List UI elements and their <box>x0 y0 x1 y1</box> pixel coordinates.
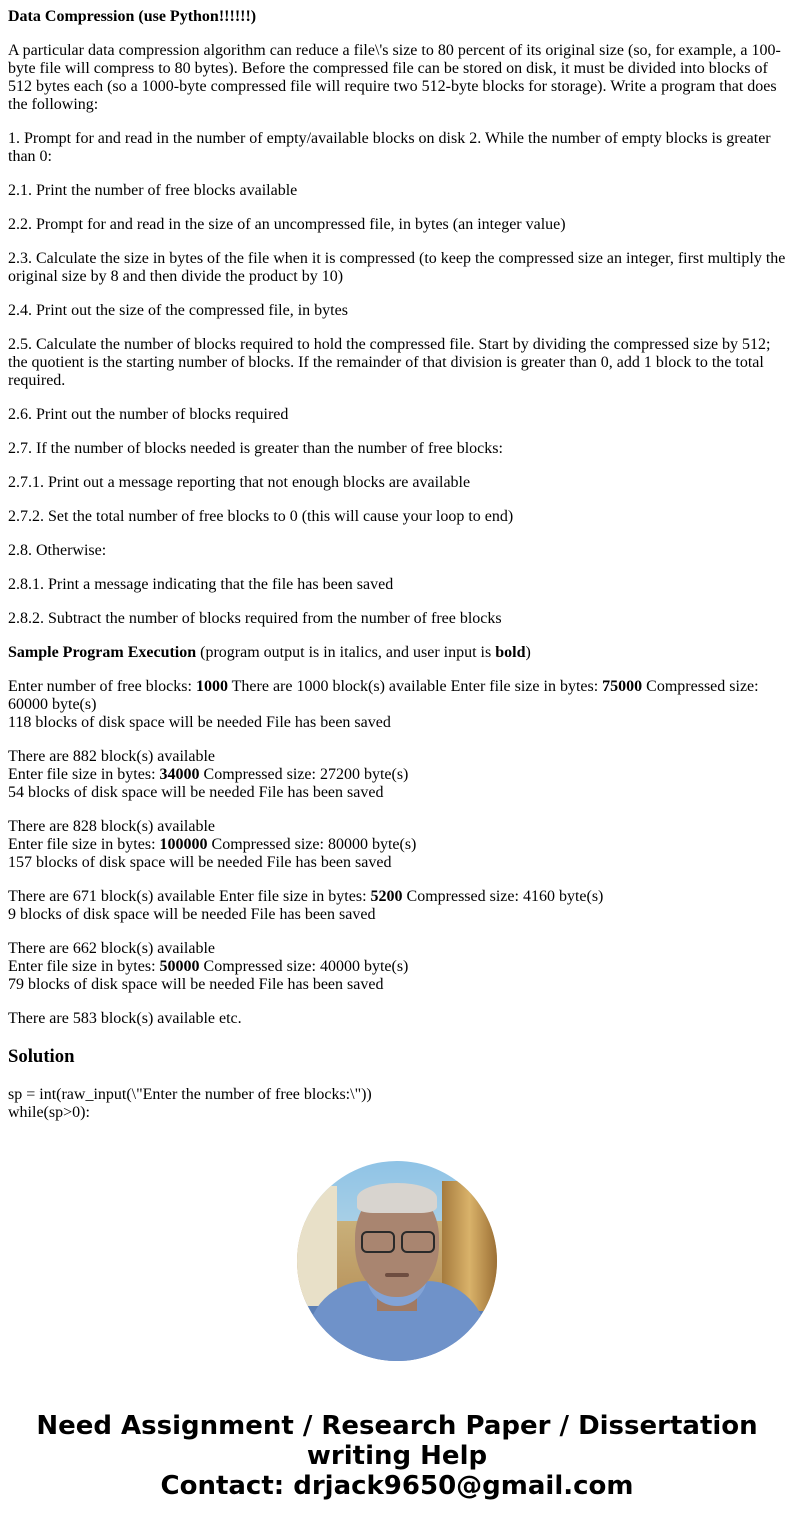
promo-banner <box>0 1411 794 1501</box>
author-avatar <box>297 1161 497 1361</box>
sample-block-5 <box>8 940 786 994</box>
document-body <box>0 8 794 1122</box>
step-2-7-1: 2.7.1. Print out a message reporting that not enough blocks are available <box>8 474 471 491</box>
solution-code <box>8 1086 786 1122</box>
sample-text: Compressed size: 40000 byte(s) <box>199 958 409 975</box>
promo-line-1: Need Assignment / Research Paper / Dissertation <box>36 1411 758 1441</box>
step-2-4: 2.4. Print out the size of the compressed file, in bytes <box>8 302 348 319</box>
sample-text: There are 662 block(s) available <box>8 940 216 957</box>
sample-text: Compressed size: 4160 byte(s) <box>402 888 604 905</box>
sample-block-1 <box>8 678 786 732</box>
step-2-8: 2.8. Otherwise: <box>8 542 107 559</box>
step-2-6: 2.6. Print out the number of blocks required <box>8 406 289 423</box>
sample-input: 75000 <box>602 678 643 695</box>
footer <box>0 1161 794 1501</box>
step-2-8-2: 2.8.2. Subtract the number of blocks required from the number of free blocks <box>8 610 502 627</box>
sample-block-3 <box>8 818 786 872</box>
sample-text: Compressed size: 27200 byte(s) <box>199 766 409 783</box>
sample-input: 50000 <box>159 958 200 975</box>
sample-heading: Sample Program Execution <box>8 644 197 661</box>
step-2-2: 2.2. Prompt for and read in the size of an uncompressed file, in bytes (an integer value) <box>8 216 566 233</box>
step-2-8-1: 2.8.1. Print a message indicating that the file has been saved <box>8 576 394 593</box>
sample-block-4 <box>8 888 786 924</box>
step-2-1: 2.1. Print the number of free blocks available <box>8 182 298 199</box>
avatar-glasses-lens-right <box>401 1231 435 1253</box>
step-2-5: 2.5. Calculate the number of blocks required to hold the compressed file. Start by dividing the compressed size by 512; the quotient is the starting number of blocks. If the remainder of that division is greater than 0, add 1 block to the total required. <box>8 336 771 389</box>
sample-text: Enter file size in bytes: <box>8 836 160 853</box>
sample-text: 54 blocks of disk space will be needed File has been saved <box>8 784 384 801</box>
step-2-7: 2.7. If the number of blocks needed is greater than the number of free blocks: <box>8 440 503 457</box>
promo-line-2: writing Help <box>306 1441 488 1471</box>
avatar-hair <box>357 1183 437 1213</box>
sample-text: 79 blocks of disk space will be needed File has been saved <box>8 976 384 993</box>
step-1: 1. Prompt for and read in the number of empty/available blocks on disk 2. While the number of empty blocks is greater than 0: <box>8 130 771 165</box>
sample-text: Enter file size in bytes: <box>8 766 160 783</box>
solution-code-line: while(sp>0): <box>8 1104 90 1121</box>
sample-block-2 <box>8 748 786 802</box>
sample-text: Compressed size: 80000 byte(s) <box>207 836 417 853</box>
solution-heading: Solution <box>8 1046 75 1067</box>
avatar-glasses-lens-left <box>361 1231 395 1253</box>
question-title-paragraph <box>8 8 786 26</box>
step-2-3: 2.3. Calculate the size in bytes of the file when it is compressed (to keep the compressed size an integer, first multiply the original size by 8 and then divide the product by 10) <box>8 250 786 285</box>
sample-note-bold: bold <box>495 644 526 661</box>
sample-text: 9 blocks of disk space will be needed File has been saved <box>8 906 376 923</box>
avatar-mouth <box>385 1273 409 1277</box>
sample-heading-paragraph <box>8 644 786 662</box>
sample-input: 100000 <box>159 836 208 853</box>
sample-text: There are 882 block(s) available <box>8 748 216 765</box>
intro-paragraph: A particular data compression algorithm can reduce a file\'s size to 80 percent of its original size (so, for example, a 100-byte file will compress to 80 bytes). Before the compressed file can be stored on disk, it must be divided into blocks of 512 bytes each (so a 1000-byte compressed file will require two 512-byte blocks for storage). Write a program that does the following: <box>8 42 781 113</box>
sample-note-a: (program output is in italics, and user input is <box>196 644 496 661</box>
sample-input: 1000 <box>195 678 228 695</box>
step-2-7-2: 2.7.2. Set the total number of free blocks to 0 (this will cause your loop to end) <box>8 508 514 525</box>
sample-text: There are 671 block(s) available Enter file size in bytes: <box>8 888 371 905</box>
sample-text: 118 blocks of disk space will be needed File has been saved <box>8 714 391 731</box>
promo-contact: Contact: drjack9650@gmail.com <box>160 1471 634 1501</box>
question-title: Data Compression (use Python!!!!!!) <box>8 8 257 25</box>
sample-input: 34000 <box>159 766 200 783</box>
sample-text: There are 828 block(s) available <box>8 818 216 835</box>
sample-text: Enter number of free blocks: <box>8 678 196 695</box>
sample-text: 157 blocks of disk space will be needed File has been saved <box>8 854 392 871</box>
sample-text: There are 1000 block(s) available Enter file size in bytes: <box>227 678 603 695</box>
sample-text: Enter file size in bytes: <box>8 958 160 975</box>
sample-input: 5200 <box>370 888 403 905</box>
sample-text: Compressed size: 60000 byte(s) <box>8 678 759 713</box>
sample-block-6: There are 583 block(s) available etc. <box>8 1010 242 1027</box>
avatar-background-wall <box>297 1186 337 1306</box>
sample-note-b: ) <box>525 644 531 661</box>
solution-code-line: sp = int(raw_input(\"Enter the number of free blocks:\")) <box>8 1086 372 1103</box>
